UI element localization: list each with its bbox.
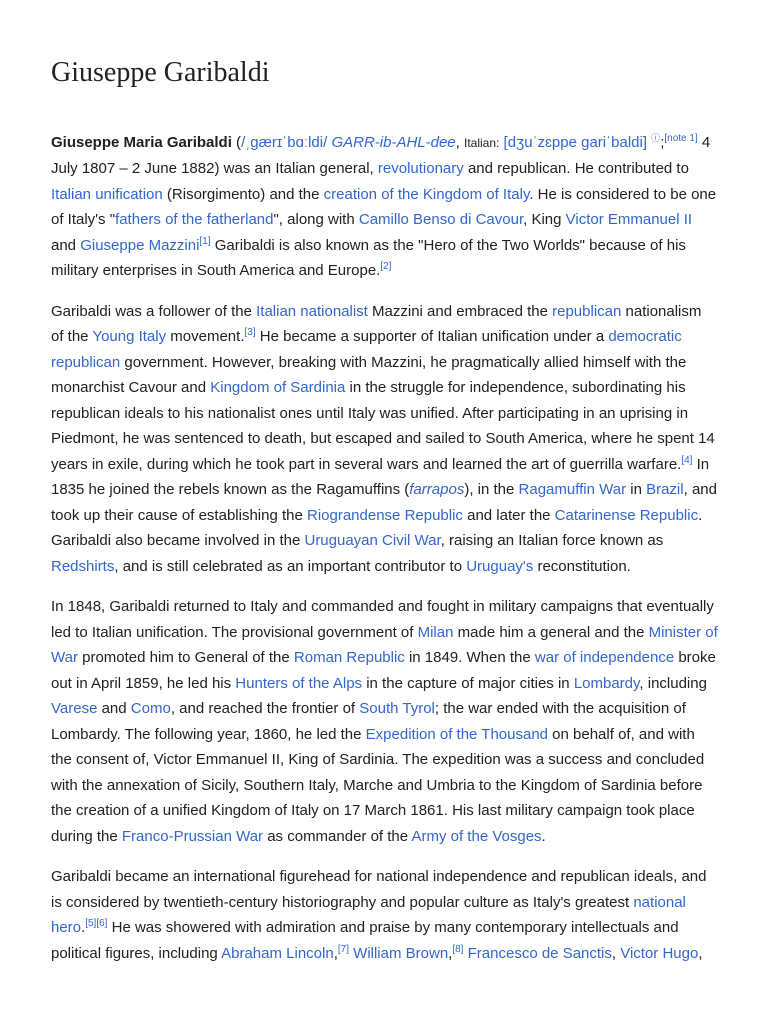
- link-cavour[interactable]: Camillo Benso di Cavour: [358, 211, 524, 229]
- link-creation-kingdom-italy[interactable]: creation of the Kingdom of Italy: [323, 185, 530, 203]
- ref-1-link[interactable]: [1]: [199, 235, 211, 247]
- link-riograndense-republic[interactable]: Riograndense Republic: [307, 506, 463, 524]
- link-catarinense-republic[interactable]: Catarinense Republic: [554, 506, 699, 524]
- paragraph-2: Garibaldi was a follower of the Italian nationalist Mazzini and embraced the republican nationalism of the Young Italy movement.[3] He became a supporter of Italian unification under a democratic republican government. However, breaking with Mazzini, he pragmatically allied himself with the monarchist Cavour and Kingdom of Sardinia in the struggle for independence, subordinating his republican ideals to his nationalist ones until Italy was unified. After participating in an uprising in Piedmont, he was sentenced to death, but escaped and sailed to South America, where he spent 14 years in exile, during which he took part in several wars and learned the art of guerrilla warfare.[4] In 1835 he joined the rebels known as the Ragamuffins (farrapos), in the Ragamuffin War in Brazil, and took up their cause of establishing the Riograndense Republic and later the Catarinense Republic. Garibaldi also became involved in the Uruguayan Civil War, raising an Italian force known as Redshirts, and is still celebrated as an important contributor to Uruguay's reconstitution.: [51, 302, 717, 575]
- link-fathers-fatherland[interactable]: fathers of the fatherland: [115, 211, 274, 229]
- ref-2-link[interactable]: [2]: [380, 261, 392, 273]
- link-national-hero[interactable]: national hero: [51, 893, 686, 937]
- ref-4-link[interactable]: [4]: [681, 454, 693, 466]
- link-william-brown[interactable]: William Brown: [353, 944, 449, 962]
- link-brazil[interactable]: Brazil: [646, 481, 684, 499]
- link-como[interactable]: Como: [130, 700, 171, 718]
- link-mazzini[interactable]: Giuseppe Mazzini: [80, 236, 200, 254]
- link-democratic-republican[interactable]: democratic republican: [51, 328, 682, 371]
- link-kingdom-sardinia[interactable]: Kingdom of Sardinia: [210, 379, 346, 397]
- link-italian-unification[interactable]: Italian unification: [51, 185, 163, 203]
- link-revolutionary[interactable]: revolutionary: [377, 160, 464, 178]
- article-content: [51, 130, 718, 967]
- page-title: Giuseppe Garibaldi: [51, 57, 270, 88]
- ipa-english-link[interactable]: /ˌɡærɪˈbɑːldi/: [241, 133, 328, 151]
- subject-name: Giuseppe Maria Garibaldi: [51, 133, 232, 151]
- link-ragamuffin-war[interactable]: Ragamuffin War: [518, 481, 627, 499]
- link-milan[interactable]: Milan: [417, 623, 454, 641]
- link-republican[interactable]: republican: [552, 302, 622, 320]
- ref-5-link[interactable]: [5]: [85, 918, 97, 930]
- ref-8-link[interactable]: [8]: [452, 943, 464, 955]
- link-young-italy[interactable]: Young Italy: [92, 328, 167, 346]
- link-victor-emmanuel[interactable]: Victor Emmanuel II: [565, 211, 693, 229]
- italian-label: Italian:: [464, 135, 500, 150]
- link-redshirts[interactable]: Redshirts: [51, 557, 115, 575]
- link-farrapos[interactable]: farrapos: [409, 481, 465, 499]
- link-franco-prussian-war[interactable]: Franco-Prussian War: [121, 827, 264, 845]
- link-army-of-the-vosges[interactable]: Army of the Vosges: [411, 827, 542, 845]
- speaker-icon[interactable]: ⓘ: [651, 132, 661, 143]
- link-south-tyrol[interactable]: South Tyrol: [359, 700, 435, 718]
- ref-7-link[interactable]: [7]: [337, 943, 349, 955]
- ipa-italian-link[interactable]: [dʒuˈzɛppe ɡariˈbaldi]: [503, 133, 647, 151]
- link-expedition-thousand[interactable]: Expedition of the Thousand: [365, 725, 549, 743]
- paragraph-4: Garibaldi became an international figurehead for national independence and republican ideals, and is considered by twentieth-century historiography and popular culture as Italy's greatest national hero.[5][6] He was showered with admiration and praise by many contemporary intellectuals and political figures, including Abraham Lincoln,[7] William Brown,[8] Francesco de Sanctis, Victor Hugo,: [51, 868, 707, 962]
- link-francesco-de-sanctis[interactable]: Francesco de Sanctis: [467, 944, 612, 962]
- link-victor-hugo[interactable]: Victor Hugo: [620, 944, 699, 962]
- link-varese[interactable]: Varese: [51, 700, 98, 718]
- link-roman-republic[interactable]: Roman Republic: [293, 649, 405, 667]
- respelling-link[interactable]: GARR-ib-AHL-dee: [331, 133, 456, 151]
- paragraph-3: In 1848, Garibaldi returned to Italy and commanded and fought in military campaigns that eventually led to Italian unification. The provisional government of Milan made him a general and the Minister of War promoted him to General of the Roman Republic in 1849. When the war of independence broke out in April 1859, he led his Hunters of the Alps in the capture of major cities in Lombardy, including Varese and Como, and reached the frontier of South Tyrol; the war ended with the acquisition of Lombardy. The following year, 1860, he led the Expedition of the Thousand on behalf of, and with the consent of, Victor Emmanuel II, King of Sardinia. The expedition was a success and concluded with the annexation of Sicily, Southern Italy, Marche and Umbria to the Kingdom of Sardinia before the creation of a unified Kingdom of Italy on 17 March 1861. His last military campaign took place during the Franco-Prussian War as commander of the Army of the Vosges.: [51, 598, 718, 845]
- ref-3-link[interactable]: [3]: [244, 327, 256, 339]
- link-uruguayan-civil-war[interactable]: Uruguayan Civil War: [304, 532, 441, 550]
- link-lombardy[interactable]: Lombardy: [573, 674, 640, 692]
- link-uruguay[interactable]: Uruguay's: [466, 557, 534, 575]
- link-abraham-lincoln[interactable]: Abraham Lincoln: [221, 944, 334, 962]
- link-hunters-of-the-alps[interactable]: Hunters of the Alps: [235, 674, 363, 692]
- link-italian-nationalist[interactable]: Italian nationalist: [256, 302, 368, 320]
- link-war-of-independence[interactable]: war of independence: [534, 649, 675, 667]
- note-1-link[interactable]: [note 1]: [664, 132, 698, 144]
- lead-paragraph: Giuseppe Maria Garibaldi (/ˌɡærɪˈbɑːldi/ GARR-ib-AHL-dee, Italian: [dʒuˈzɛppe ɡariˈbaldi] ⓘ;[note 1] 4 July 1807 – 2 June 1882) was an Italian general, revolutionary and republican. He contributed to Italian unification (Risorgimento) and the creation of the Kingdom of Italy. He is considered to be one of Italy's "fathers of the fatherland", along with Camillo Benso di Cavour, King Victor Emmanuel II and Giuseppe Mazzini[1] Garibaldi is also known as the "Hero of the Two Worlds" because of his military enterprises in South America and Europe.[2]: [51, 132, 717, 280]
- link-minister-of-war[interactable]: Minister of War: [51, 623, 718, 667]
- ref-6-link[interactable]: [6]: [96, 918, 108, 930]
